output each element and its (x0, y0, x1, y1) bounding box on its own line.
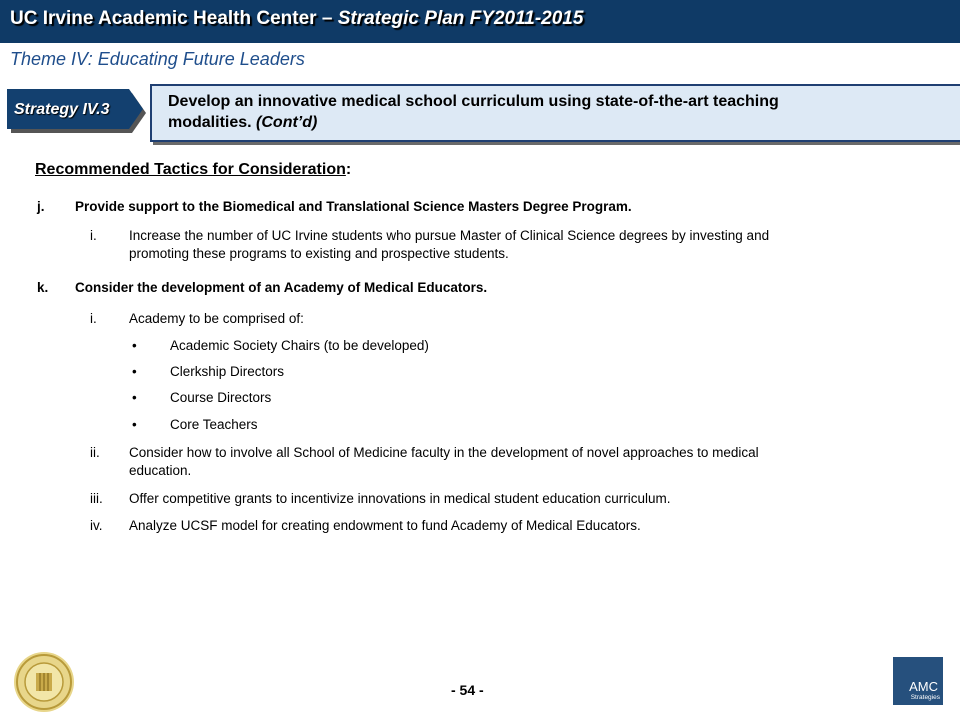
recommended-heading (35, 161, 351, 179)
header-title (10, 8, 583, 30)
subtactic-line1: Increase the number of UC Irvine students who pursue Master of Clinical Science degrees by investing and (129, 228, 770, 243)
subtactic-marker: i. (90, 228, 97, 243)
tactic-text: Consider the development of an Academy of Medical Educators. (75, 280, 488, 295)
logo-text-strategies: Strategies (910, 694, 940, 701)
strategy-box-face (150, 84, 960, 142)
subtactic-k-ii (90, 444, 910, 480)
subtactic-k-iv (90, 517, 910, 535)
subtactic-marker: iv. (90, 518, 103, 533)
subtactic-marker: ii. (90, 445, 100, 460)
list-item (132, 337, 632, 355)
strategy-tag (7, 89, 147, 134)
subtactic-k-iii (90, 490, 910, 508)
bullet-icon: • (132, 338, 137, 353)
strategy-text (168, 91, 954, 133)
bullet-icon: • (132, 364, 137, 379)
strategy-text-line2: modalities. (168, 114, 257, 131)
strategy-text-line1: Develop an innovative medical school curriculum using state-of-the-art teaching (168, 93, 779, 110)
bullet-text: Clerkship Directors (170, 364, 285, 379)
page-number: - 54 - (451, 682, 484, 698)
subtactic-text (129, 444, 909, 480)
subtactic-j-i (90, 227, 910, 263)
list-item (132, 416, 632, 434)
subtactic-marker: iii. (90, 491, 103, 506)
university-seal-icon (12, 651, 76, 713)
bullet-text: Course Directors (170, 390, 272, 405)
strategy-tag-label: Strategy IV.3 (14, 101, 110, 118)
bullet-text: Academic Society Chairs (to be developed) (170, 338, 429, 353)
bullet-icon: • (132, 390, 137, 405)
subtactic-line2: education. (129, 463, 192, 478)
tactic-marker: j. (37, 199, 45, 214)
bullet-icon: • (132, 417, 137, 432)
subtactic-k-i (90, 310, 910, 328)
subtactic-line1: Consider how to involve all School of Medicine faculty in the development of novel approaches to medical (129, 445, 759, 460)
tactic-j (37, 198, 937, 216)
subtactic-text: Analyze UCSF model for creating endowment to fund Academy of Medical Educators. (129, 518, 641, 533)
list-item (132, 363, 632, 381)
theme-title: Theme IV: Educating Future Leaders (10, 49, 305, 69)
header-title-italic: Strategic Plan FY2011-2015 (337, 8, 584, 29)
header-bar (0, 0, 960, 43)
amc-strategies-logo (893, 657, 943, 705)
subtactic-marker: i. (90, 311, 97, 326)
strategy-box (150, 84, 960, 142)
subtactic-text: Offer competitive grants to incentivize innovations in medical student education curriculum. (129, 491, 671, 506)
subtactic-text (129, 227, 909, 263)
bullet-text: Core Teachers (170, 417, 258, 432)
logo-text-amc: AMC (909, 679, 938, 694)
subtactic-text: Academy to be comprised of: (129, 311, 304, 326)
subtactic-line2: promoting these programs to existing and prospective students. (129, 246, 509, 261)
header-title-main: UC Irvine Academic Health Center – (10, 8, 338, 29)
list-item (132, 389, 632, 407)
tactic-text: Provide support to the Biomedical and Translational Science Masters Degree Program. (75, 199, 632, 214)
recommended-heading-text: Recommended Tactics for Consideration (35, 161, 346, 178)
strategy-text-contd: (Cont’d) (256, 114, 318, 131)
recommended-heading-colon: : (345, 161, 352, 178)
tactic-k (37, 279, 937, 297)
tactic-marker: k. (37, 280, 49, 295)
